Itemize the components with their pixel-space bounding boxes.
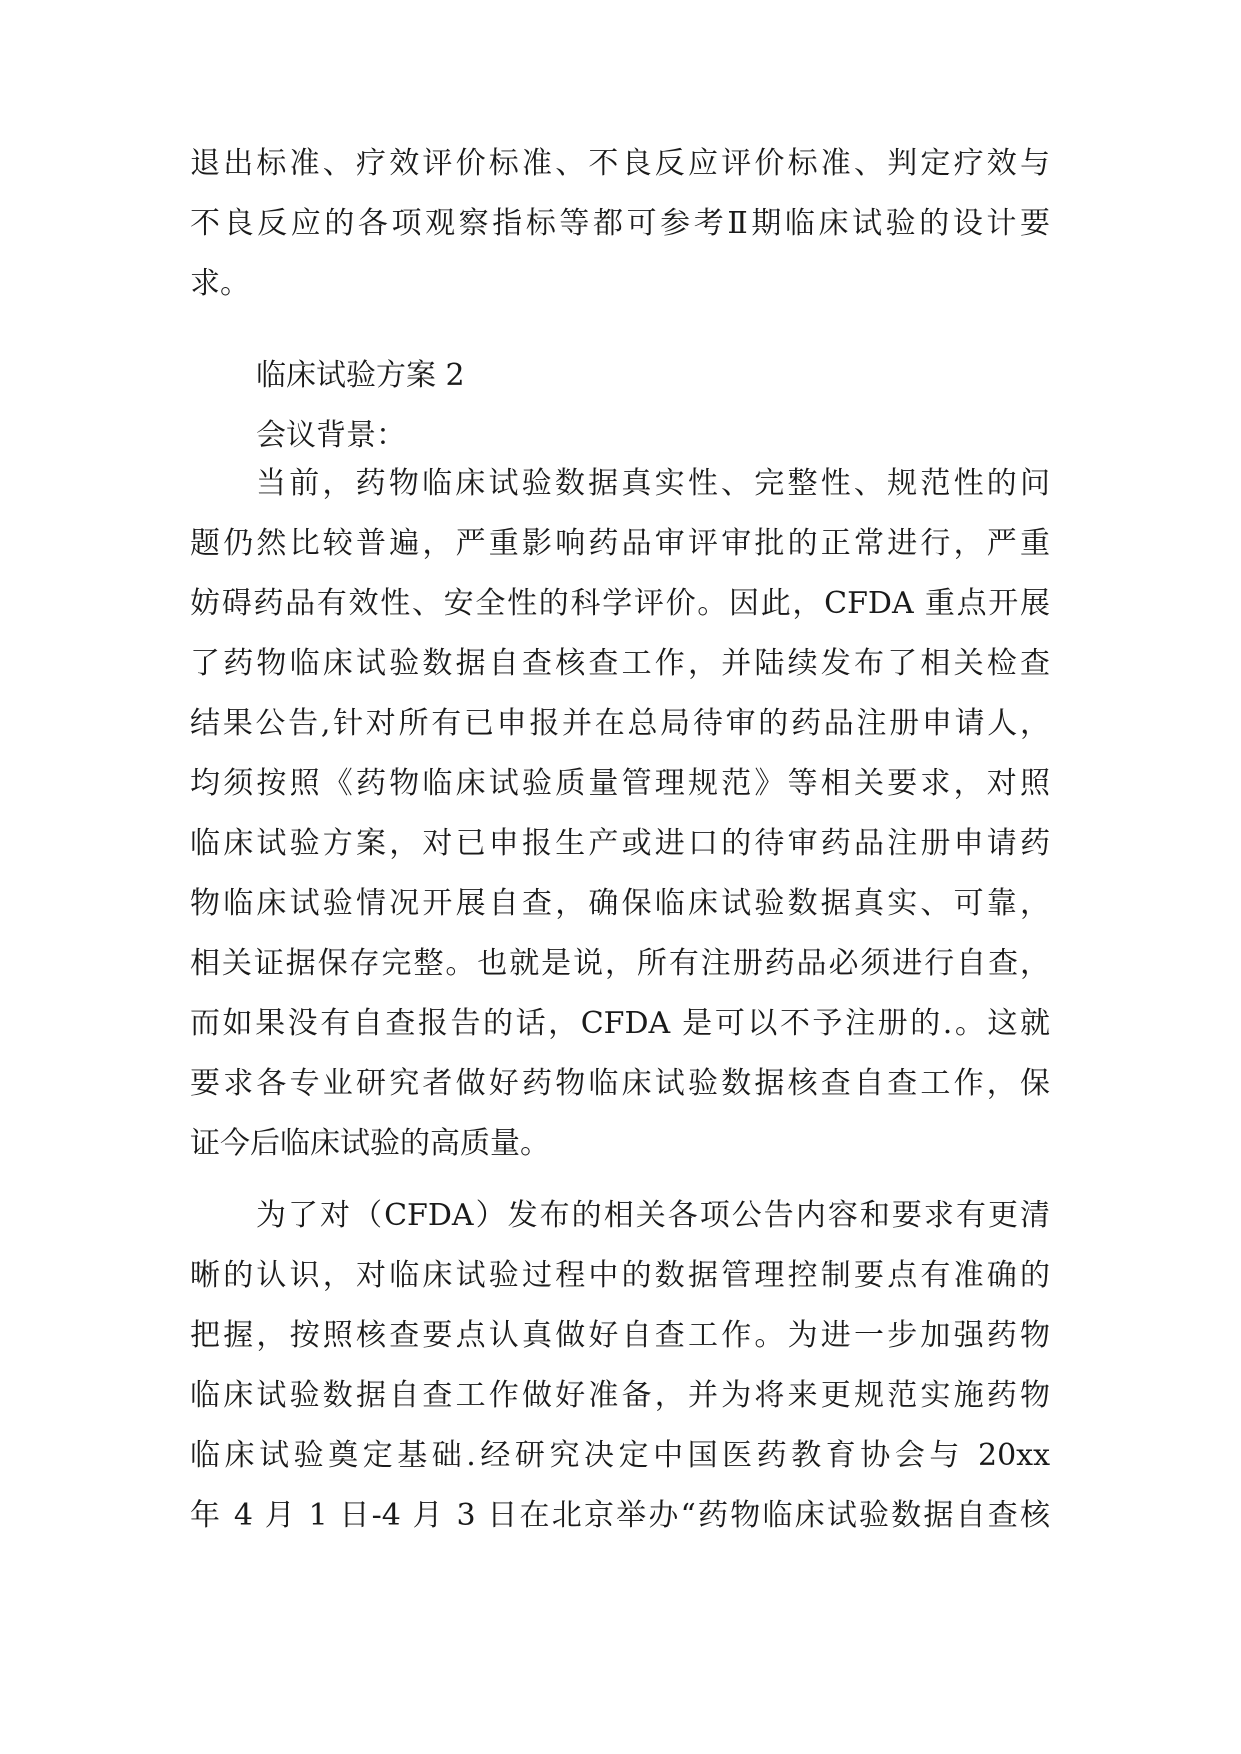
text-line: 妨碍药品有效性、安全性的科学评价。因此，CFDA 重点开展 [190,586,1050,621]
text-line: 求。 [190,266,250,301]
text-line: 临床试验方案，对已申报生产或进口的待审药品注册申请药 [190,826,1050,861]
text-line: 临床试验奠定基础.经研究决定中国医药教育协会与 20xx [190,1438,1050,1473]
text-line: 退出标准、疗效评价标准、不良反应评价标准、判定疗效与 [190,146,1050,181]
text-line: 题仍然比较普遍，严重影响药品审评审批的正常进行，严重 [190,526,1050,561]
text-line: 为了对（CFDA）发布的相关各项公告内容和要求有更清 [256,1198,1050,1233]
text-line: 年 4 月 1 日-4 月 3 日在北京举办“药物临床试验数据自查核 [190,1498,1050,1533]
paragraph-purpose [190,1186,1050,1546]
text-line: 相关证据保存完整。也就是说，所有注册药品必须进行自查， [190,946,1050,981]
text-line: 结果公告,针对所有已申报并在总局待审的药品注册申请人， [190,706,1050,741]
text-line: 均须按照《药物临床试验质量管理规范》等相关要求，对照 [190,766,1050,801]
text-line: 临床试验数据自查工作做好准备，并为将来更规范实施药物 [190,1378,1050,1413]
subheading: 会议背景： [256,418,406,453]
section-title: 临床试验方案 2 [256,358,465,393]
text-line: 要求各专业研究者做好药物临床试验数据核查自查工作，保 [190,1066,1050,1101]
text-line: 而如果没有自查报告的话，CFDA 是可以不予注册的.。这就 [190,1006,1050,1041]
text-line: 证今后临床试验的高质量。 [190,1126,550,1161]
text-line: 物临床试验情况开展自查，确保临床试验数据真实、可靠， [190,886,1050,921]
intro-paragraph [190,134,1050,314]
text-line: 了药物临床试验数据自查核查工作，并陆续发布了相关检查 [190,646,1050,681]
text-line: 晰的认识，对临床试验过程中的数据管理控制要点有准确的 [190,1258,1050,1293]
text-line: 把握，按照核查要点认真做好自查工作。为进一步加强药物 [190,1318,1050,1353]
text-line: 当前，药物临床试验数据真实性、完整性、规范性的问 [256,466,1050,501]
section-title-block [190,346,1050,466]
text-line: 不良反应的各项观察指标等都可参考Ⅱ期临床试验的设计要 [190,206,1050,241]
paragraph-background [190,454,1050,1174]
